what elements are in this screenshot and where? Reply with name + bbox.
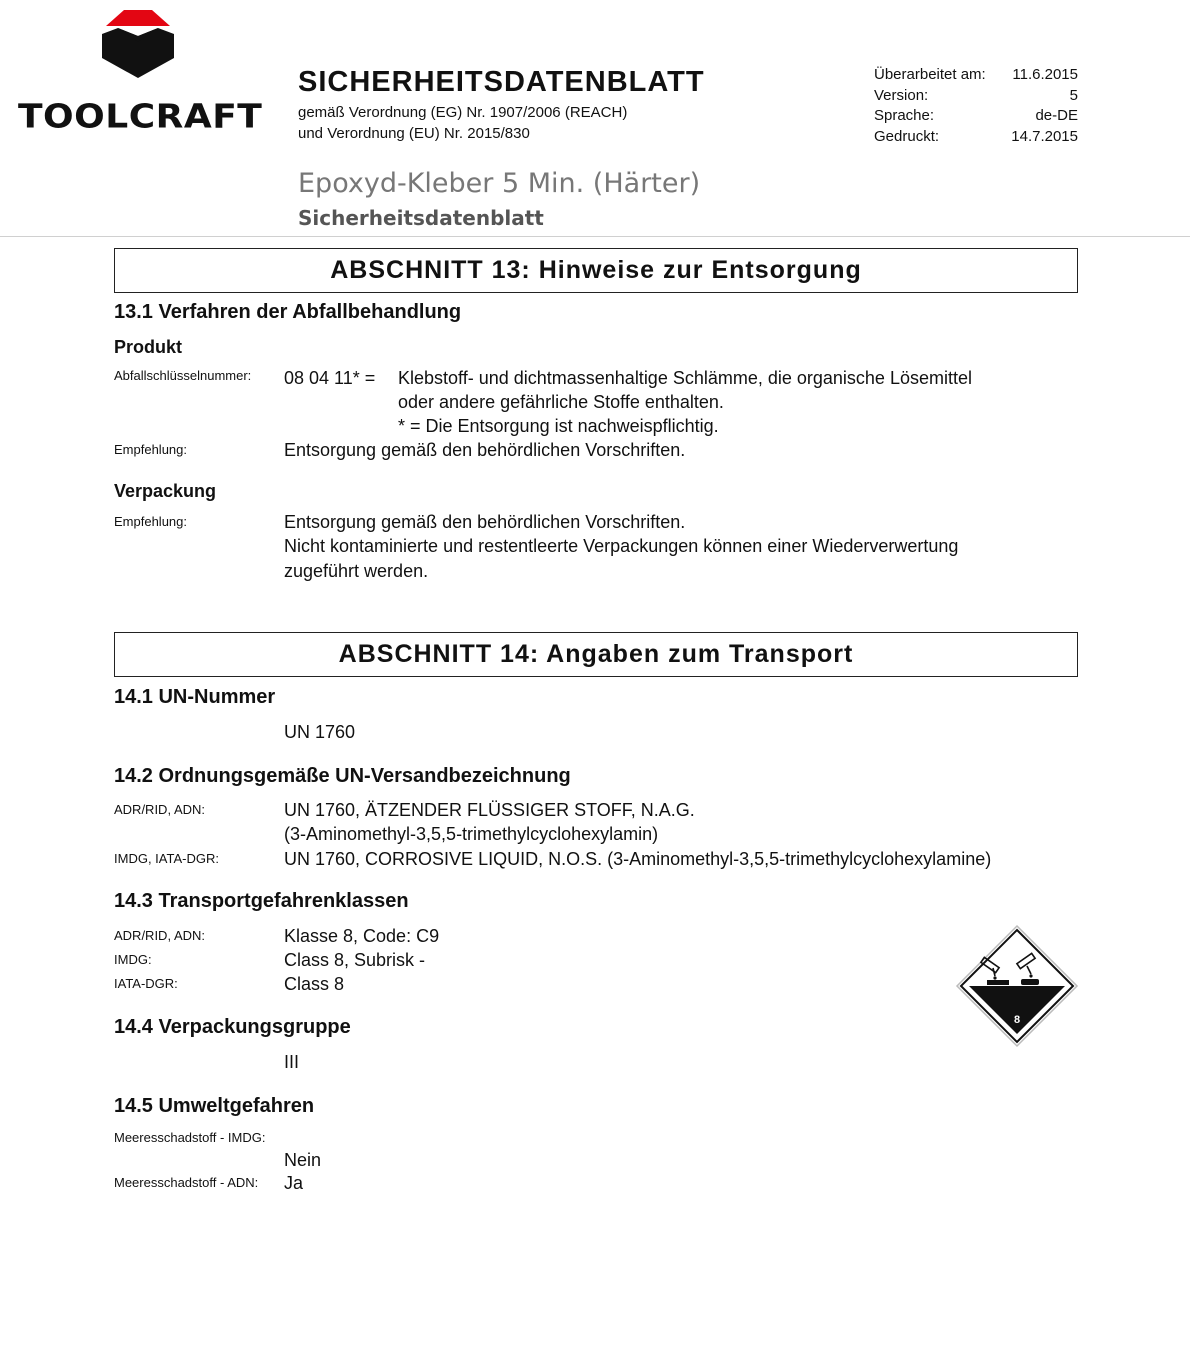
un-number-value: UN 1760	[284, 722, 356, 742]
environment-heading: 14.5 Umweltgefahren	[114, 1095, 315, 1117]
marine-imdg-value: Nein	[284, 1150, 322, 1170]
un-number-heading: 14.1 UN-Nummer	[114, 686, 276, 708]
hazard-classes-heading: 14.3 Transportgefahrenklassen	[114, 890, 409, 912]
hazard-imdg-value: Class 8, Subrisk -	[284, 950, 426, 970]
packing-group-heading: 14.4 Verpackungsgruppe	[114, 1016, 351, 1038]
revised-label: Überarbeitet am:	[874, 66, 986, 83]
verpackung-recommendation-line-3: zugeführt werden.	[284, 561, 429, 581]
shipping-imdg-label: IMDG, IATA-DGR:	[114, 851, 219, 866]
verpackung-recommendation-line-1: Entsorgung gemäß den behördlichen Vorschriften.	[284, 512, 686, 532]
waste-code-label: Abfallschlüsselnummer:	[114, 368, 252, 383]
produkt-recommendation-label: Empfehlung:	[114, 442, 187, 457]
printed-label: Gedruckt:	[874, 128, 940, 145]
waste-code-value: 08 04 11* =	[284, 368, 376, 388]
verpackung-heading: Verpackung	[114, 481, 217, 501]
produkt-heading: Produkt	[114, 337, 183, 357]
waste-desc-line-2: oder andere gefährliche Stoffe enthalten.	[398, 392, 724, 412]
pictogram-number: 8	[1013, 1014, 1021, 1026]
version-label: Version:	[874, 87, 929, 104]
logo-text: TOOLCRAFT	[18, 98, 263, 136]
produkt-recommendation-value: Entsorgung gemäß den behördlichen Vorschriften.	[284, 440, 686, 460]
section-13-1-heading: 13.1 Verfahren der Abfallbehandlung	[114, 301, 462, 323]
hazard-adr-value: Klasse 8, Code: C9	[284, 926, 440, 946]
shipping-adr-line-2: (3-Aminomethyl-3,5,5-trimethylcyclohexylamin)	[284, 824, 659, 844]
revised-value: 11.6.2015	[1012, 66, 1078, 83]
waste-desc-line-1: Klebstoff- und dichtmassenhaltige Schlämme, die organische Lösemittel	[398, 368, 972, 388]
hazard-iata-value: Class 8	[284, 974, 345, 994]
shipping-imdg-value: UN 1760, CORROSIVE LIQUID, N.O.S. (3-Aminomethyl-3,5,5-trimethylcyclohexylamine)	[284, 849, 992, 869]
product-subtitle: Sicherheitsdatenblatt	[298, 206, 544, 230]
marine-adn-label: Meeresschadstoff - ADN:	[114, 1175, 259, 1190]
toolcraft-logo-icon	[100, 6, 176, 80]
regulation-line-2: und Verordnung (EU) Nr. 2015/830	[298, 125, 530, 142]
document-title: SICHERHEITSDATENBLATT	[298, 66, 705, 98]
hazard-iata-label: IATA-DGR:	[114, 976, 178, 991]
shipping-name-heading: 14.2 Ordnungsgemäße UN-Versandbezeichnung	[114, 765, 571, 787]
marine-adn-value: Ja	[284, 1173, 304, 1193]
shipping-adr-label: ADR/RID, ADN:	[114, 802, 206, 817]
verpackung-recommendation-line-2: Nicht kontaminierte und restentleerte Verpackungen können einer Wiederverwertung	[284, 536, 959, 556]
product-name: Epoxyd-Kleber 5 Min. (Härter)	[298, 168, 701, 199]
section-13-title: ABSCHNITT 13: Hinweise zur Entsorgung	[114, 248, 1078, 293]
marine-imdg-label: Meeresschadstoff - IMDG:	[114, 1130, 266, 1145]
printed-value: 14.7.2015	[1011, 128, 1078, 145]
hazard-imdg-label: IMDG:	[114, 952, 152, 967]
header-divider	[0, 236, 1190, 237]
corrosive-class-8-icon	[955, 924, 1079, 1048]
packing-group-value: III	[284, 1052, 300, 1072]
hazard-adr-label: ADR/RID, ADN:	[114, 928, 206, 943]
shipping-adr-line-1: UN 1760, ÄTZENDER FLÜSSIGER STOFF, N.A.G.	[284, 800, 695, 820]
regulation-line-1: gemäß Verordnung (EG) Nr. 1907/2006 (REACH)	[298, 104, 628, 121]
version-value: 5	[1069, 87, 1078, 104]
language-label: Sprache:	[874, 107, 935, 124]
section-14-title: ABSCHNITT 14: Angaben zum Transport	[114, 632, 1078, 677]
language-value: de-DE	[1035, 107, 1078, 124]
verpackung-recommendation-label: Empfehlung:	[114, 514, 187, 529]
waste-desc-line-3: * = Die Entsorgung ist nachweispflichtig.	[398, 416, 719, 436]
